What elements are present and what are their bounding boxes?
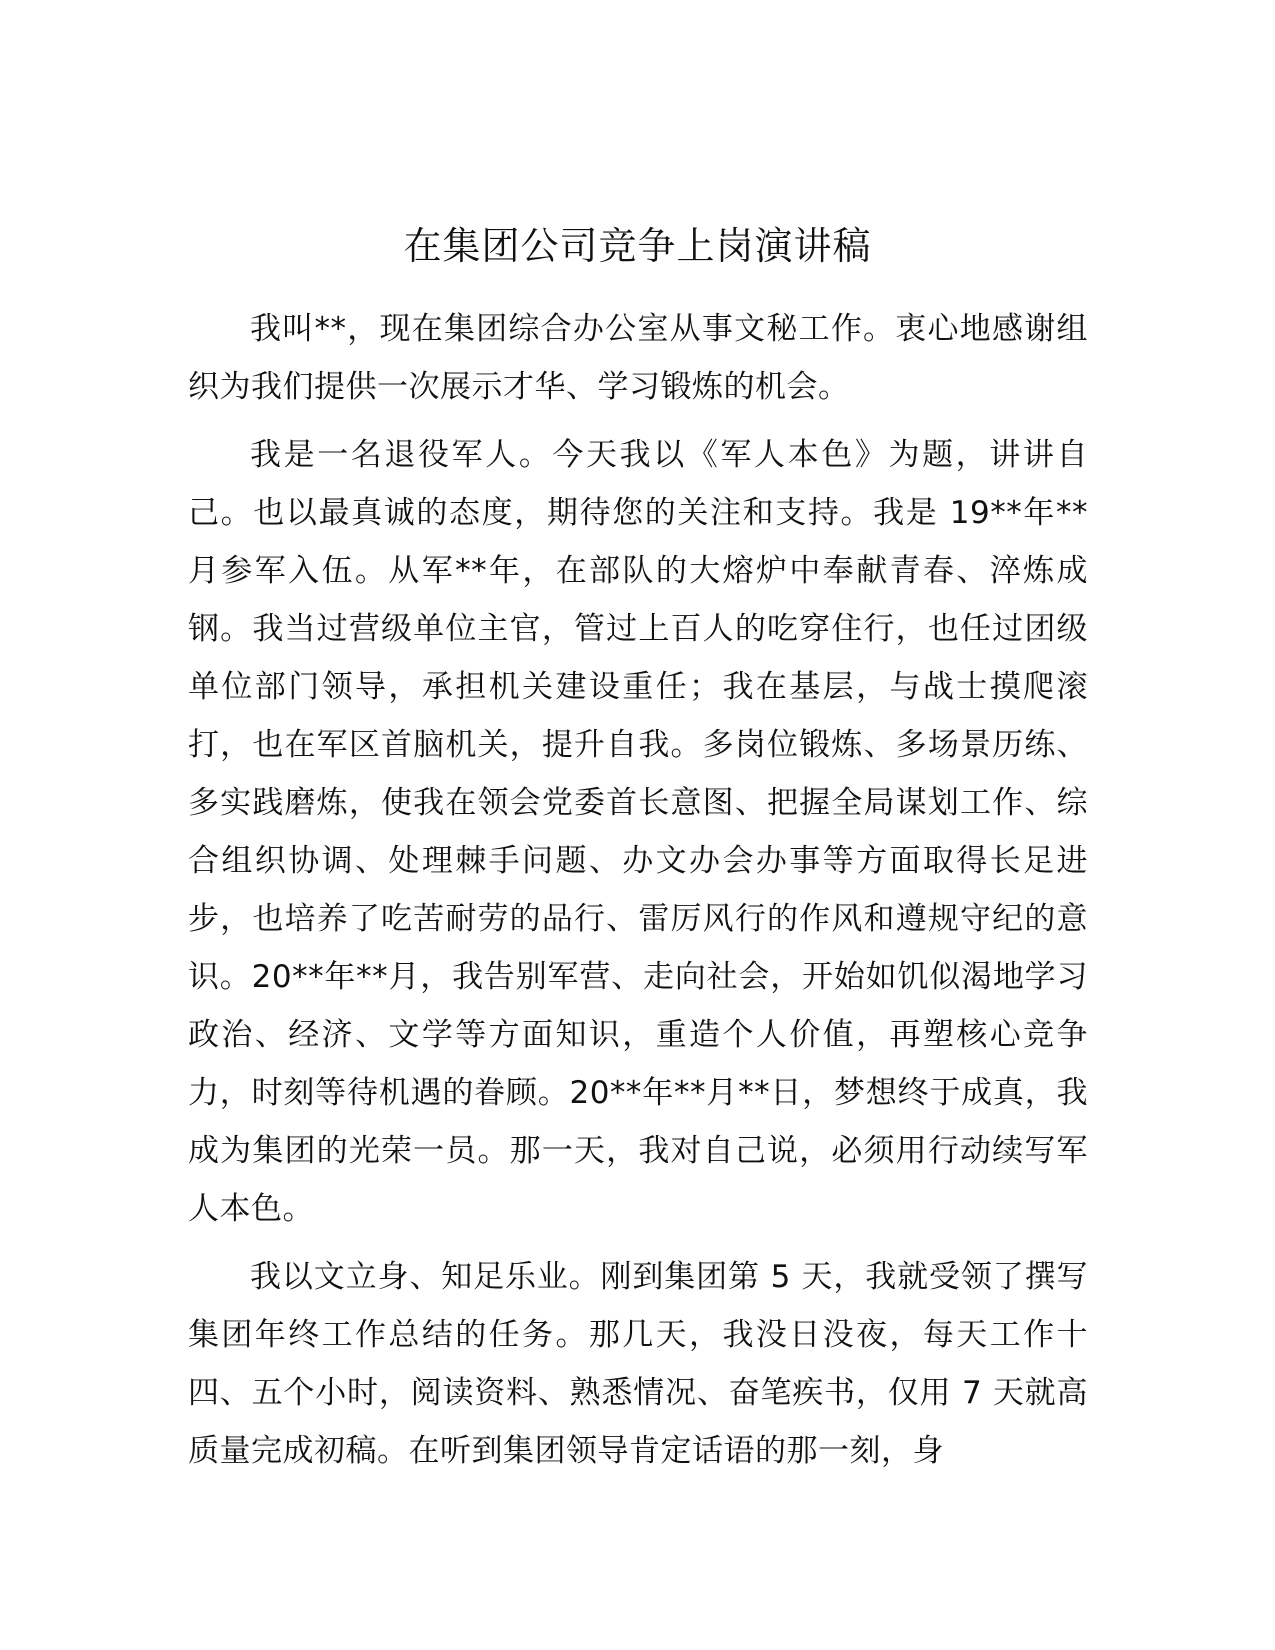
document-title: 在集团公司竞争上岗演讲稿 — [403, 224, 872, 268]
paragraph-writing-work: 我以文立身、知足乐业。刚到集团第 5 天，我就受领了撰写集团年终工作总结的任务。那几天，我没日没夜，每天工作十四、五个小时，阅读资料、熟悉情况、奋笔疾书，仅用 7 天就高质量完成初稿。在听到集团领导肯定话语的那一刻，身 — [188, 1259, 1088, 1469]
document-body — [188, 300, 1088, 1490]
paragraph-military-background: 我是一名退役军人。今天我以《军人本色》为题，讲讲自己。也以最真诚的态度，期待您的关注和支持。我是 19**年**月参军入伍。从军**年，在部队的大熔炉中奉献青春、淬炼成钢。我当过营级单位主官，管过上百人的吃穿住行，也任过团级单位部门领导，承担机关建设重任；我在基层，与战士摸爬滚打，也在军区首脑机关，提升自我。多岗位锻炼、多场景历练、多实践磨炼，使我在领会党委首长意图、把握全局谋划工作、综合组织协调、处理棘手问题、办文办会办事等方面取得长足进步，也培养了吃苦耐劳的品行、雷厉风行的作风和遵规守纪的意识。20**年**月，我告别军营、走向社会，开始如饥似渴地学习政治、经济、文学等方面知识，重造个人价值，再塑核心竞争力，时刻等待机遇的眷顾。20**年**月**日，梦想终于成真，我成为集团的光荣一员。那一天，我对自己说，必须用行动续写军人本色。 — [188, 437, 1088, 1227]
paragraph-intro: 我叫**，现在集团综合办公室从事文秘工作。衷心地感谢组织为我们提供一次展示才华、学习锻炼的机会。 — [188, 311, 1088, 405]
